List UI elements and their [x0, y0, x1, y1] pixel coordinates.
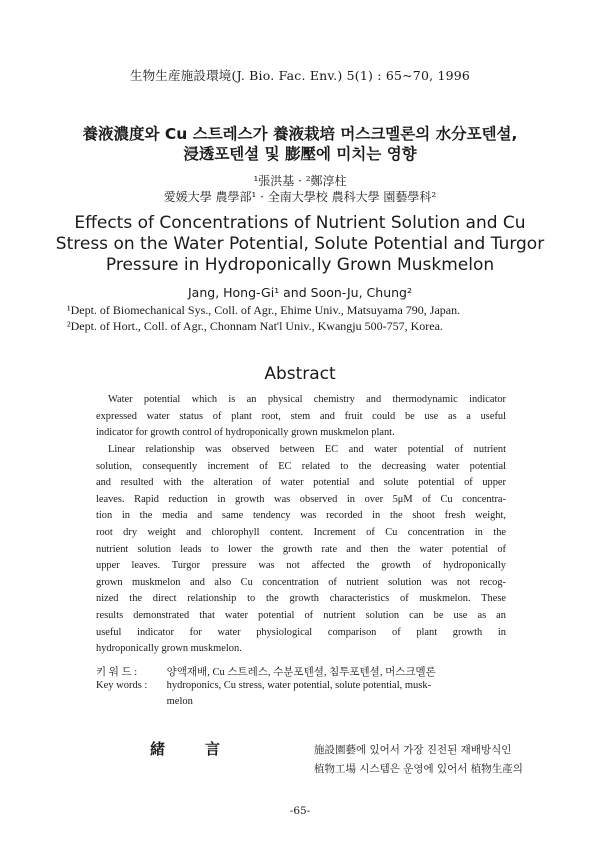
- abstract-line: upper leaves. Turgor pressure was not affected the growth of hydroponically: [96, 560, 506, 572]
- abstract-line: leaves. Rapid reduction in growth was observed in over 5μM of Cu concentra-: [96, 493, 506, 505]
- korean-title-line-2: 浸透포텐셜 및 膨壓에 미치는 영향: [183, 145, 417, 163]
- abstract-line: results demonstrated that water potential of nutrient solution can be use as an: [96, 609, 506, 621]
- abstract-paragraph-2: [96, 442, 506, 658]
- abstract-paragraph-1: [96, 392, 506, 442]
- abstract-line: useful indicator for water physiological comparison of plant growth in: [96, 626, 506, 638]
- abstract-line: nutrient solution leads to lower the growth rate and then the water potential of: [96, 543, 506, 555]
- korean-keywords: [96, 664, 436, 679]
- abstract-line: solution, consequently increment of EC related to the decreasing water potential: [96, 460, 506, 472]
- english-keywords-continued: [96, 696, 193, 707]
- abstract-line: hydroponically grown muskmelon.: [96, 643, 242, 655]
- english-keywords-label: Key words :: [96, 680, 148, 691]
- english-affiliation-1: ¹Dept. of Biomechanical Sys., Coll. of Agr., Ehime Univ., Matsuyama 790, Japan.: [67, 303, 461, 317]
- abstract-line: root dry weight and chlorophyll content. Increment of Cu concentration in the: [96, 526, 506, 538]
- abstract-line: tion in the media and same tendency was recorded in the shoot fresh weight,: [96, 510, 506, 522]
- introduction-heading: 緒言: [150, 740, 261, 758]
- english-title-line-2: Stress on the Water Potential, Solute Potential and Turgor: [55, 234, 545, 254]
- korean-keywords-value: 양액재배, Cu 스트레스, 수분포텐셜, 침투포텐셜, 머스크멜론: [166, 667, 436, 678]
- introduction-line-1: 施設園藝에 있어서 가장 진전된 재배방식인: [314, 744, 512, 756]
- english-keywords-value: hydroponics, Cu stress, water potential, solute potential, musk-: [166, 680, 432, 691]
- korean-authors: ¹張洪基 · ²鄭淳柱: [253, 174, 347, 188]
- english-title-line-3: Pressure in Hydroponically Grown Muskmelon: [105, 255, 495, 275]
- abstract-line: expressed water status of plant root, stem and fruit could be use as a useful: [96, 410, 506, 422]
- english-authors: Jang, Hong-Gi¹ and Soon-Ju, Chung²: [187, 285, 412, 300]
- abstract-line: Linear relationship was observed between EC and water potential of nutrient: [108, 444, 506, 455]
- korean-title-line-1: 養液濃度와 Cu 스트레스가 養液栽培 머스크멜론의 水分포텐셜,: [82, 125, 518, 143]
- introduction-line-2: 植物工場 시스템은 운영에 있어서 植物生產의: [314, 763, 523, 775]
- abstract-line: and resulted with the alteration of water potential and solute potential of upper: [96, 477, 506, 489]
- abstract-line: indicator for growth control of hydroponically grown muskmelon plant.: [96, 427, 395, 439]
- korean-keywords-label: 키 워 드 :: [96, 667, 138, 678]
- english-affiliation-2: ²Dept. of Hort., Coll. of Agr., Chonnam Nat'l Univ., Kwangju 500-757, Korea.: [67, 319, 443, 333]
- abstract-line: grown muskmelon and also Cu concentration of nutrient solution was not recog-: [96, 576, 506, 588]
- page-number: -65-: [289, 805, 311, 817]
- english-keywords-value-continued: melon: [166, 696, 193, 707]
- english-keywords: [96, 680, 431, 691]
- abstract-line: nized the direct relationship to the growth characteristics of muskmelon. These: [96, 593, 506, 605]
- korean-affiliations: 愛媛大學 農學部¹ · 全南大學校 農科大學 園藝學科²: [163, 190, 437, 204]
- english-title-line-1: Effects of Concentrations of Nutrient Solution and Cu: [74, 213, 526, 233]
- abstract-heading: Abstract: [264, 364, 336, 384]
- abstract-line: Water potential which is an physical chemistry and thermodynamic indicator: [108, 394, 506, 405]
- journal-citation: 生物生産施設環境(J. Bio. Fac. Env.) 5(1) : 65~70, 1996: [129, 68, 471, 83]
